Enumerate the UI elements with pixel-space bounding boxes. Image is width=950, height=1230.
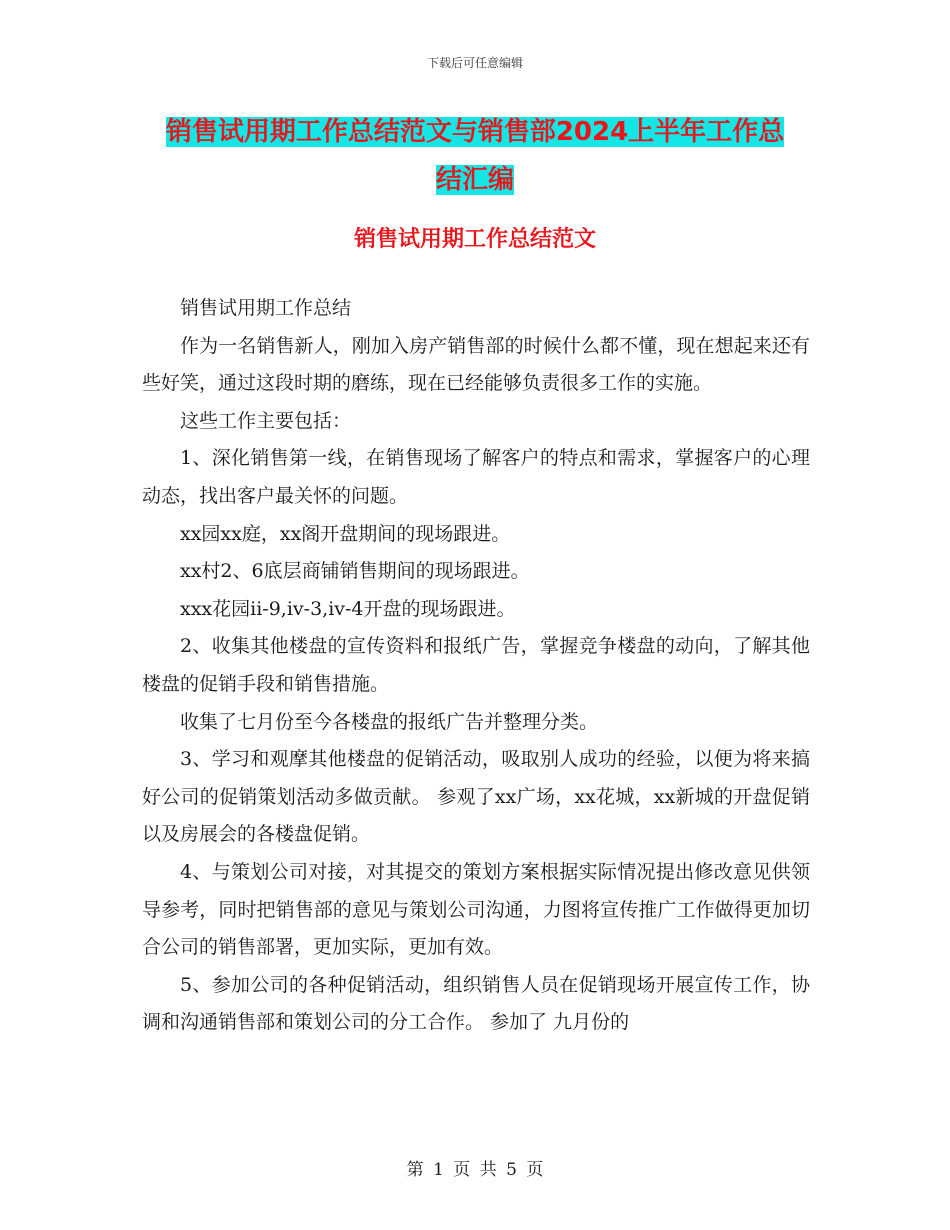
paragraph: 3、学习和观摩其他楼盘的促销活动，吸取别人成功的经验，以便为将来搞好公司的促销策划活动多做贡献。 参观了xx广场，xx花城，xx新城的开盘促销以及房展会的各楼盘促销。 <box>142 748 810 846</box>
document-title-line-1: 销售试用期工作总结范文与销售部2024上半年工作总 <box>165 117 785 147</box>
paragraph: xx园xx庭，xx阁开盘期间的现场跟进。 <box>180 522 511 545</box>
paragraph: 收集了七月份至今各楼盘的报纸广告并整理分类。 <box>180 710 599 733</box>
document-title <box>120 108 830 204</box>
paragraph: xx村2、6底层商铺销售期间的现场跟进。 <box>180 560 530 583</box>
paragraph: 2、收集其他楼盘的宣传资料和报纸广告，掌握竞争楼盘的动向，了解其他楼盘的促销手段和销售措施。 <box>142 635 810 695</box>
paragraph: 5、参加公司的各种促销活动，组织销售人员在促销现场开展宣传工作，协调和沟通销售部和策划公司的分工合作。 参加了 九月份的 <box>142 973 810 1034</box>
paragraph: 4、与策划公司对接，对其提交的策划方案根据实际情况提出修改意见供领导参考，同时把销售部的意见与策划公司沟通，力图将宣传推广工作做得更加切合公司的销售部署，更加实际，更加有效。 <box>142 860 810 959</box>
paragraph: 销售试用期工作总结 <box>180 297 352 319</box>
page-header: 下载后可任意编辑 <box>426 56 523 70</box>
document-title-line-2: 结汇编 <box>435 165 514 195</box>
paragraph: xxx花园ii-9,iv-3,iv-4开盘的现场跟进。 <box>180 597 516 620</box>
page-number-footer: 第 1 页 共 5 页 <box>406 1160 544 1180</box>
document-body <box>142 290 810 1042</box>
paragraph: 1、深化销售第一线，在销售现场了解客户的特点和需求，掌握客户的心理动态，找出客户最关怀的问题。 <box>142 447 810 507</box>
paragraph: 作为一名销售新人，刚加入房产销售部的时候什么都不懂，现在想起来还有些好笑，通过这段时期的磨练，现在已经能够负责很多工作的实施。 <box>142 334 810 395</box>
paragraph: 这些工作主要包括： <box>180 409 352 432</box>
section-heading: 销售试用期工作总结范文 <box>353 227 596 252</box>
